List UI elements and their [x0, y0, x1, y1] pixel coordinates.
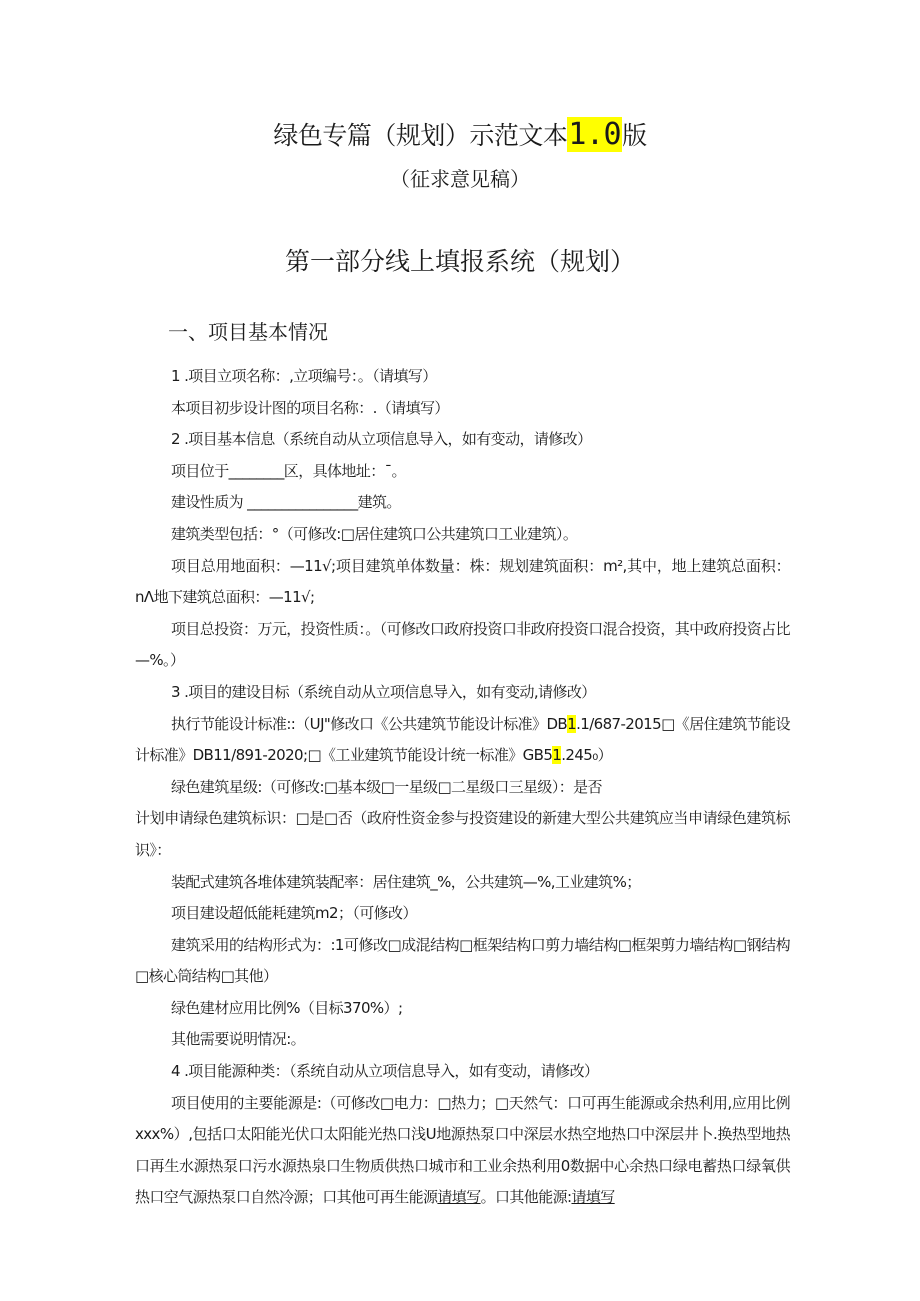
paragraph: 建筑类型包括：°（可修改:□居住建筑口公共建筑口工业建筑）。 — [171, 524, 578, 543]
title-main: 绿色专篇（规划）示范文本 — [273, 121, 568, 150]
paragraph: 装配式建筑各堆体建筑装配率：居住建筑_%，公共建筑—%,工业建筑%； — [171, 872, 641, 891]
paragraph: 项目总用地面积：—11√;项目建筑单体数量：株：规划建筑面积：m²,其中，地上建筑总面积：nΛ地下建筑总面积：—11√; — [135, 556, 790, 607]
fill-in-link: 请填写 — [571, 1188, 615, 1207]
document-title — [0, 112, 920, 159]
highlight-mark: 1 — [567, 714, 577, 733]
document-subtitle: （征求意见稿） — [390, 167, 530, 191]
paragraph: 建设性质为 ________________建筑。 — [171, 493, 401, 512]
paragraph: 本项目初步设计图的项目名称：.（请填写） — [171, 398, 449, 417]
highlight-mark: 1 — [552, 746, 562, 765]
paragraph: 计划申请绿色建筑标识：□是□否（政府性资金参与投资建设的新建大型公共建筑应当申请绿色建筑标识》： — [135, 809, 790, 859]
paragraph-energy: 项目使用的主要能源是:（可修改□电力：□热力；□天然气：口可再生能源或余热利用,应用比例xxx%）,包括口太阳能光伏口太阳能光热口浅U地源热泵口中深层水热空地热口中深层井卜.换热型地热口再生水源热泵口污水源热泉口生物质供热口城市和工业余热利用0数据中心余热口绿电蓄热口绿氧供热口空气源热泵口自然冷源；口其他可再生能源请填写。口其他能源:请填写 — [135, 1093, 790, 1207]
paragraph: 建筑采用的结构形式为：:1可修改□成混结构□框架结构口剪力墙结构□框架剪力墙结构□钢结构□核心筒结构□其他） — [135, 935, 790, 986]
document-body — [135, 361, 790, 1214]
paragraph: 4 .项目能源种类：（系统自动从立项信息导入，如有变动，请修改） — [171, 1062, 599, 1081]
fill-in-link: 请填写 — [437, 1188, 481, 1207]
paragraph: 其他需要说明情况:。 — [171, 1030, 306, 1049]
paragraph: 绿色建筑星级:（可修改:□基本级□一星级□二星级口三星级）：是否 — [171, 777, 602, 796]
title-suffix: 版 — [622, 121, 647, 150]
paragraph: 绿色建材应用比例%（目标370%）; — [171, 998, 403, 1017]
section-heading: 一、项目基本情况 — [168, 320, 328, 344]
paragraph: 项目总投资：万元，投资性质：。（可修改口政府投资口非政府投资口混合投资，其中政府投资占比—%。） — [135, 619, 790, 670]
version-highlight: 1.0 — [568, 117, 622, 152]
paragraph-standards: 执行节能设计标准::（UJ"修改口《公共建筑节能设计标准》DB1.1/687-2015□《居住建筑节能设计标准》DB11/891-2020;□《工业建筑节能设计统一标准》GB51.245₀） — [135, 714, 790, 765]
paragraph: 2 .项目基本信息（系统自动从立项信息导入，如有变动，请修改） — [171, 430, 592, 449]
paragraph: 1 .项目立项名称：,立项编号：。（请填写） — [171, 367, 437, 385]
part-heading: 第一部分线上填报系统（规划） — [284, 247, 635, 276]
paragraph: 3 .项目的建设目标（系统自动从立项信息导入，如有变动,请修改） — [171, 682, 596, 701]
paragraph: 项目建设超低能耗建筑m2；（可修改） — [171, 904, 417, 923]
paragraph: 项目位于________区，具体地址：¯。 — [171, 461, 406, 480]
